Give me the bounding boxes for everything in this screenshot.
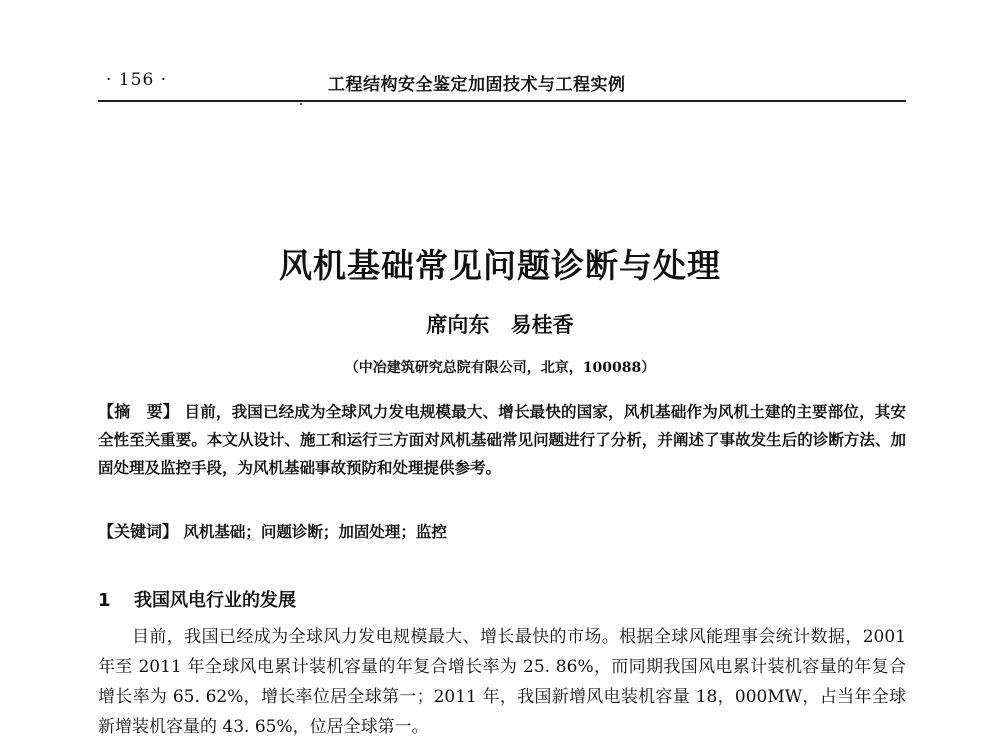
author-affiliation: （中冶建筑研究总院有限公司，北京，100088） <box>344 360 656 376</box>
abstract-text: 目前，我国已经成为全球风力发电规模最大、增长最快的国家，风机基础作为风机土建的主要部位，其安全性至关重要。本文从设计、施工和运行三方面对风机基础常见问题进行了分析，并阐述了事故发生后的诊断方法、加固处理及监控手段，为风机基础事故预防和处理提供参考。 <box>98 402 906 477</box>
header-rule-mark <box>300 103 302 105</box>
abstract <box>98 398 906 482</box>
running-header <box>98 70 906 94</box>
section-number: 1 <box>98 590 111 611</box>
keywords-label: 【关键词】 <box>98 522 179 541</box>
keywords <box>98 518 906 546</box>
page-number: · 156 · <box>106 70 168 90</box>
article-authors: 席向东 易桂香 <box>426 312 574 337</box>
book-title: 工程结构安全鉴定加固技术与工程实例 <box>328 75 626 95</box>
article-title: 风机基础常见问题诊断与处理 <box>279 246 721 285</box>
section-paragraph: 目前，我国已经成为全球风力发电规模最大、增长最快的市场。根据全球风能理事会统计数据，2001 年至 2011 年全球风电累计装机容量的年复合增长率为 25. 86%，而同期我国风电累计装机容量的年复合增长率为 65. 62%，增长率位居全球第一；2011 年，我国新增风电装机容量 18，000MW，占当年全球新增装机容量的 43. 65%，位居全球第一。 <box>98 627 906 737</box>
header-rule <box>98 100 906 102</box>
section-title: 我国风电行业的发展 <box>134 590 296 611</box>
abstract-label: 【摘 要】 <box>98 402 179 421</box>
section-heading <box>98 586 906 612</box>
keywords-text: 风机基础；问题诊断；加固处理；监控 <box>183 522 447 541</box>
